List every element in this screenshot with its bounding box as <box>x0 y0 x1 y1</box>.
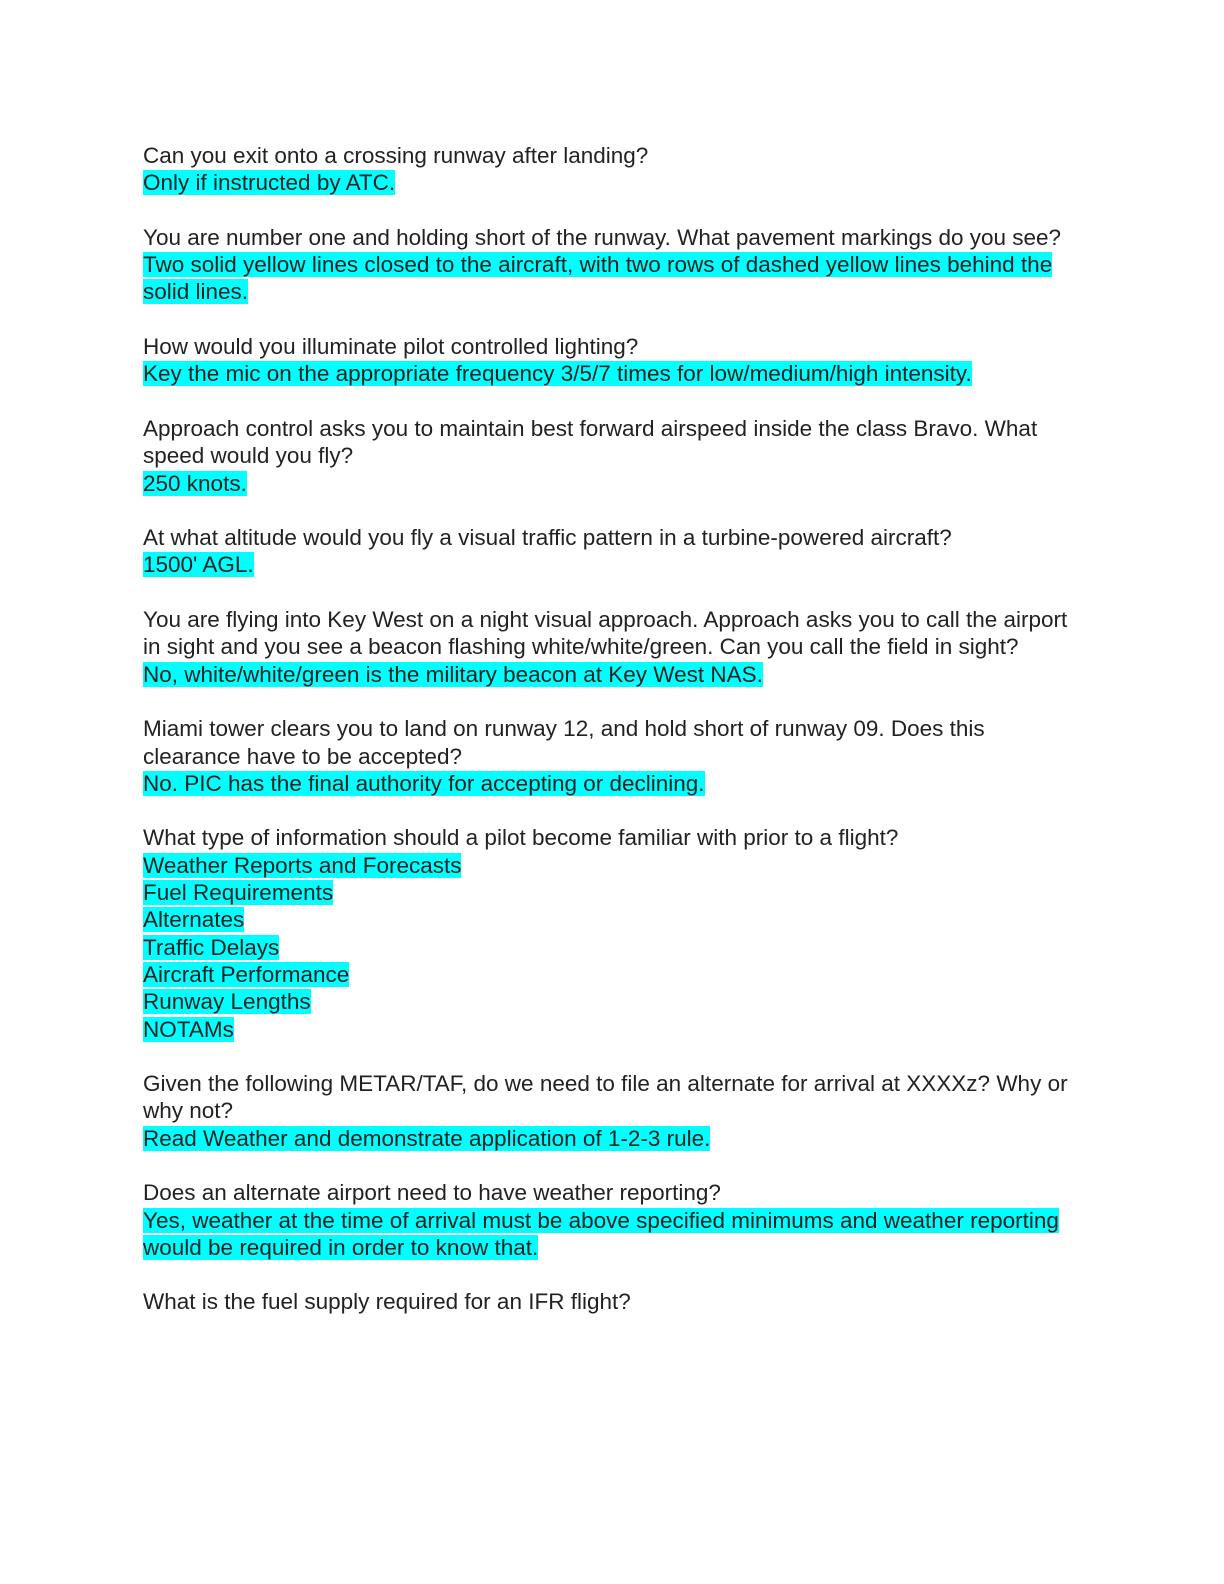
answer-highlight: Traffic Delays <box>143 934 280 960</box>
answer-highlight: Key the mic on the appropriate frequency 3/5/7 times for low/medium/high intensity. <box>143 361 972 387</box>
qa-item <box>143 224 1073 306</box>
answer-highlight: Read Weather and demonstrate application of 1-2-3 rule. <box>143 1125 711 1151</box>
answer-highlight: Runway Lengths <box>143 989 311 1015</box>
question-text: Given the following METAR/TAF, do we need to file an alternate for arrival at XXXXz? Why or why not? <box>143 1071 1068 1124</box>
answer-line <box>143 934 1073 961</box>
qa-item <box>143 606 1073 688</box>
question-text: You are flying into Key West on a night visual approach. Approach asks you to call the airport in sight and you see a beacon flashing white/white/green. Can you call the field in sight? <box>143 607 1068 660</box>
answer-highlight: 1500' AGL. <box>143 552 254 578</box>
answer-line <box>143 879 1073 906</box>
answer-line <box>143 770 1073 797</box>
question-text: You are number one and holding short of the runway. What pavement markings do you see? <box>143 224 1062 250</box>
answer-line <box>143 551 1073 578</box>
answer-highlight: Weather Reports and Forecasts <box>143 852 462 878</box>
qa-item <box>143 524 1073 579</box>
answer-line <box>143 360 1073 387</box>
answer-line <box>143 661 1073 688</box>
answer-line <box>143 1207 1073 1262</box>
answer-highlight: NOTAMs <box>143 1016 234 1042</box>
qa-item <box>143 1288 1073 1315</box>
question-text: What type of information should a pilot become familiar with prior to a flight? <box>143 825 899 851</box>
answer-highlight: No, white/white/green is the military beacon at Key West NAS. <box>143 661 763 687</box>
answer-line <box>143 251 1073 306</box>
answer-line <box>143 852 1073 879</box>
answer-line <box>143 470 1073 497</box>
question-text: Does an alternate airport need to have weather reporting? <box>143 1180 721 1206</box>
qa-item <box>143 824 1073 1042</box>
question-text: Approach control asks you to maintain best forward airspeed inside the class Bravo. What speed would you fly? <box>143 415 1038 469</box>
answer-highlight: Aircraft Performance <box>143 961 350 987</box>
answer-line <box>143 169 1073 196</box>
answer-line <box>143 1016 1073 1043</box>
answer-highlight: 250 knots. <box>143 470 247 496</box>
qa-item <box>143 715 1073 797</box>
question-text: Can you exit onto a crossing runway after landing? <box>143 143 649 168</box>
question-text: What is the fuel supply required for an IFR flight? <box>143 1289 631 1315</box>
answer-highlight: Fuel Requirements <box>143 880 334 906</box>
qa-list <box>143 142 1073 1343</box>
qa-item <box>143 415 1073 497</box>
question-text: At what altitude would you fly a visual traffic pattern in a turbine-powered aircraft? <box>143 525 952 551</box>
answer-highlight: Alternates <box>143 907 245 933</box>
qa-item <box>143 142 1073 197</box>
qa-item <box>143 1070 1073 1152</box>
answer-highlight: Only if instructed by ATC. <box>143 170 396 196</box>
answer-line <box>143 988 1073 1015</box>
answer-line <box>143 906 1073 933</box>
answer-line <box>143 961 1073 988</box>
question-text: How would you illuminate pilot controlled lighting? <box>143 334 639 360</box>
answer-highlight: Yes, weather at the time of arrival must be above specified minimums and weather reporting would be required in order to know that. <box>143 1207 1059 1260</box>
answer-line <box>143 1125 1073 1152</box>
question-text: Miami tower clears you to land on runway 12, and hold short of runway 09. Does this clearance have to be accepted? <box>143 716 985 769</box>
qa-item <box>143 1179 1073 1261</box>
answer-highlight: No. PIC has the final authority for accepting or declining. <box>143 770 705 796</box>
qa-item <box>143 333 1073 388</box>
answer-highlight: Two solid yellow lines closed to the aircraft, with two rows of dashed yellow lines behind the solid lines. <box>143 252 1053 305</box>
